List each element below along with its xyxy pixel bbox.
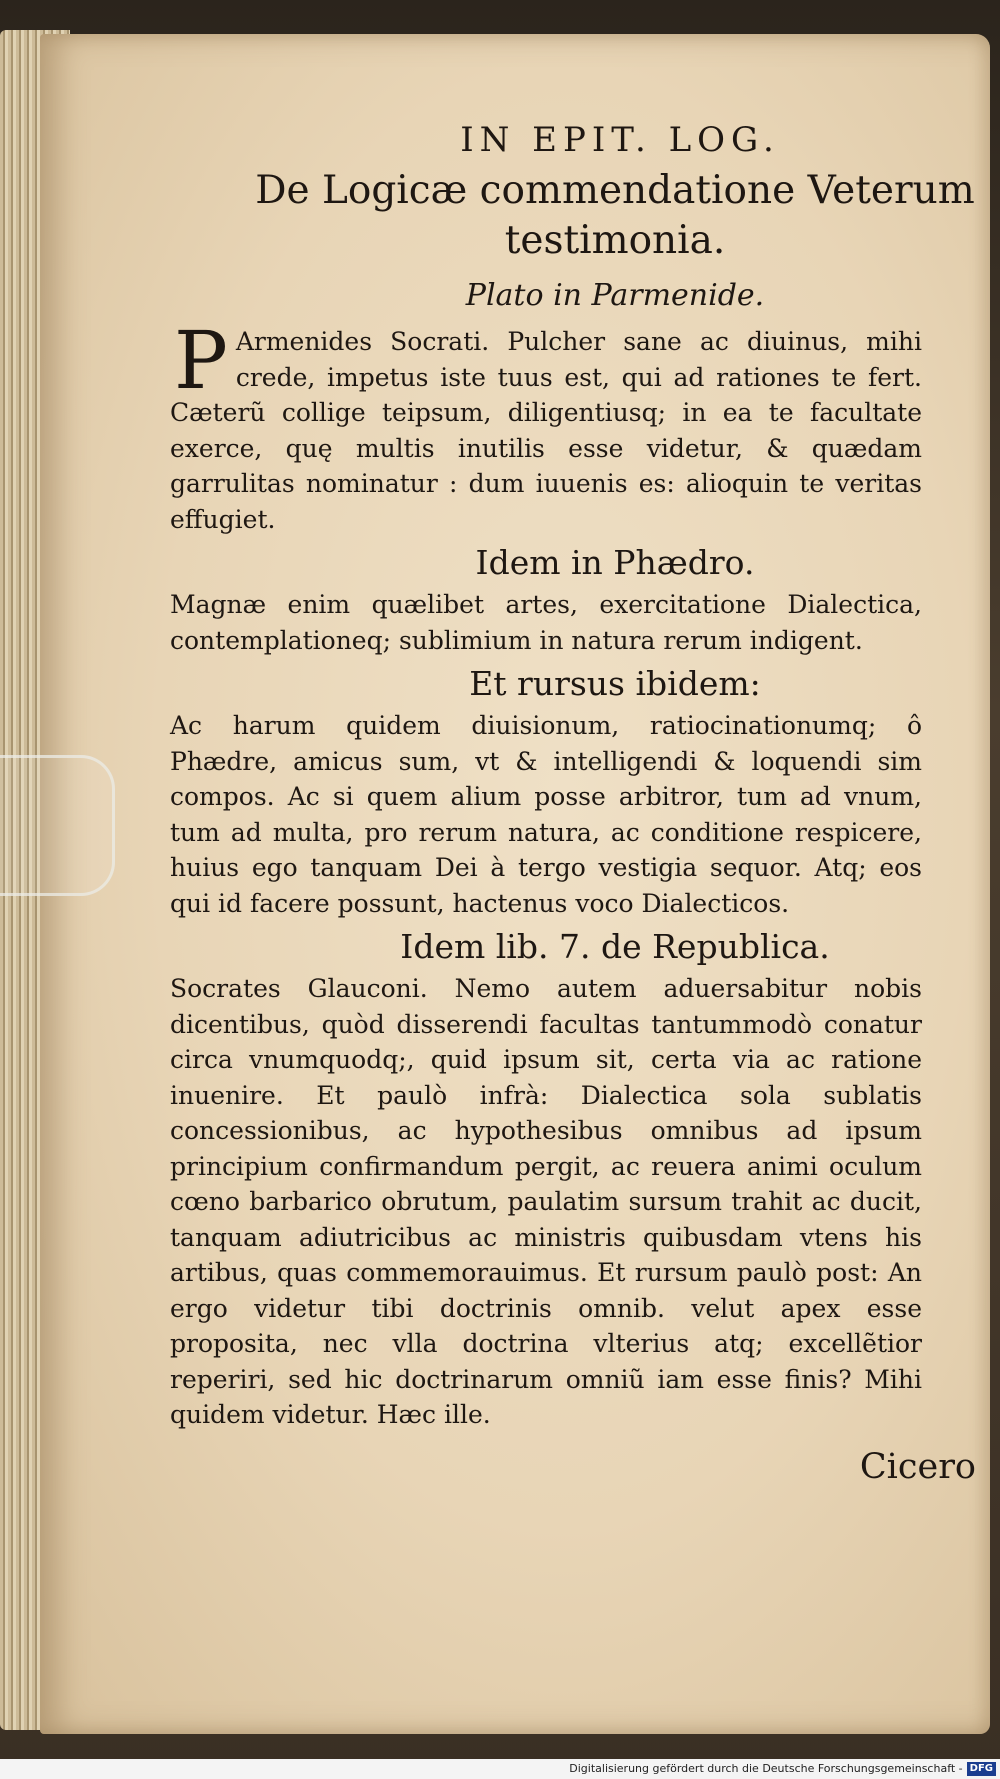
section-text-de-republica: Socrates Glauconi. Nemo autem aduersabitur nobis dicentibus, quòd disserendi facultas tantummodò conatur circa vnumquodq;, quid ipsum sit, certa via ac ratione inuenire. Et paulò infrà: Dialectica sola sublatis concessionibus, ac hypothesibus omnibus ad ipsum principium confirmandum pergit, ac reuera animi oculum cœno barbarico obrutum, paulatim sursum trahit ac ducit, tanquam adiutricibus ac ministris quibusdam vtens his artibus, quas commemorauimus. Et rursum paulò post: An ergo videtur tibi doctrinis omnib. velut apex esse proposita, nec vlla doctrina vlterius atq; excellẽtior reperiri, sed hic doctrinarum omniũ iam esse finis? Mihi quidem videtur. Hæc ille. [170,974,922,1429]
catchword: Cicero [859,1446,976,1487]
section-heading-plato-parmenide: Plato in Parmenide. [465,278,765,313]
digitization-credit-bar [0,1759,1000,1779]
section-text-idem-phaedro: Magnæ enim quælibet artes, exercitatione Dialectica, contemplationeq; sublimium in natura rerum indigent. [170,590,922,655]
page-text [170,118,980,1487]
dfg-logo: DFG [967,1762,996,1776]
section-heading-et-rursus: Et rursus ibidem: [469,664,761,703]
drop-capital: P [174,314,228,407]
running-head: IN EPIT. LOG. [460,120,780,160]
section-body: Armenides Socrati. Pulcher sane ac diuinus, mihi crede, impetus iste tuus est, qui ad rationes te fert. Cæterũ collige teipsum, diligentiusq; in ea te facultate exerce, quę multis inutilis esse videtur, & quædam garrulitas nominatur : dum iuuenis es: alioquin te veritas effugiet. [170,327,922,534]
section-text-et-rursus: Ac harum quidem diuisionum, ratiocinationumq; ô Phædre, amicus sum, vt & intelligendi & loquendi sim compos. Ac si quem alium posse arbitror, tum ad vnum, tum ad multa, pro rerum natura, ac conditione respicere, huius ego tanquam Dei à tergo vestigia sequor. Atq; eos qui id facere possunt, hactenus voco Dialecticos. [170,711,922,918]
page-clip [0,755,115,896]
page-title: De Logicæ commendatione Veterum testimonia. [255,168,975,263]
section-heading-idem-phaedro: Idem in Phædro. [475,543,755,582]
section-heading-de-republica: Idem lib. 7. de Republica. [400,927,830,966]
digitization-credit: Digitalisierung gefördert durch die Deutsche Forschungsgemeinschaft - [569,1762,963,1775]
section-text-plato-parmenide [170,314,922,537]
